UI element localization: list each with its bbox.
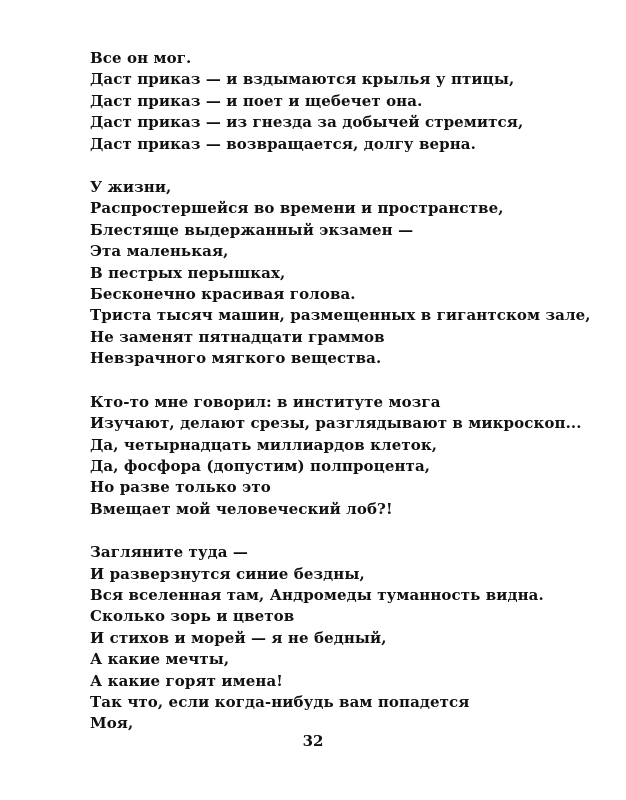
- poem-line: Да, фосфора (допустим) полпроцента,: [90, 456, 431, 475]
- poem-line: Даст приказ — и поет и щебечет она.: [90, 91, 423, 110]
- stanza-2: [90, 177, 590, 370]
- poem-line: В пестрых перышках,: [90, 263, 286, 282]
- page-number: 32: [302, 732, 324, 750]
- poem-line: Даст приказ — возвращается, долгу верна.: [90, 134, 476, 153]
- poem-line: Вся вселенная там, Андромеды туманность видна.: [90, 585, 544, 604]
- poem-line: Распростершейся во времени и пространстве,: [90, 199, 504, 218]
- poem-line: Изучают, делают срезы, разглядывают в микроскоп...: [90, 414, 582, 433]
- poem-line: Моя,: [90, 714, 134, 733]
- poem-line: Да, четырнадцать миллиардов клеток,: [90, 435, 438, 454]
- poem-line: Не заменят пятнадцати граммов: [90, 327, 385, 346]
- poem-line: И стихов и морей — я не бедный,: [90, 628, 387, 647]
- poem-line: Так что, если когда-нибудь вам попадется: [90, 692, 470, 711]
- poem-line: Эта маленькая,: [90, 242, 229, 261]
- poem-line: Триста тысяч машин, размещенных в гигантском зале,: [90, 306, 591, 325]
- poem-line: А какие горят имена!: [90, 671, 283, 690]
- poem-line: Кто-то мне говорил: в институте мозга: [90, 392, 441, 411]
- poem-line: Бесконечно красивая голова.: [90, 285, 356, 304]
- poem-line: А какие мечты,: [90, 650, 230, 669]
- poem-line: Блестяще выдержанный экзамен —: [90, 220, 414, 239]
- poem-line: Сколько зорь и цветов: [90, 607, 295, 626]
- poem-line: Вмещает мой человеческий лоб?!: [90, 499, 393, 518]
- poem-line: Даст приказ — из гнезда за добычей стремится,: [90, 113, 524, 132]
- poem-line: Даст приказ — и вздымаются крылья у птицы,: [90, 70, 515, 89]
- poem-line: Но разве только это: [90, 478, 271, 497]
- poem-text: [90, 48, 590, 757]
- poem-line: Невзрачного мягкого вещества.: [90, 349, 382, 368]
- poem-line: Все он мог.: [90, 49, 192, 67]
- stanza-3: [90, 392, 590, 520]
- stanza-4: [90, 542, 590, 735]
- poem-line: Загляните туда —: [90, 543, 248, 562]
- poem-line: И разверзнутся синие бездны,: [90, 564, 365, 583]
- stanza-1: [90, 48, 590, 155]
- poem-line: У жизни,: [90, 178, 172, 197]
